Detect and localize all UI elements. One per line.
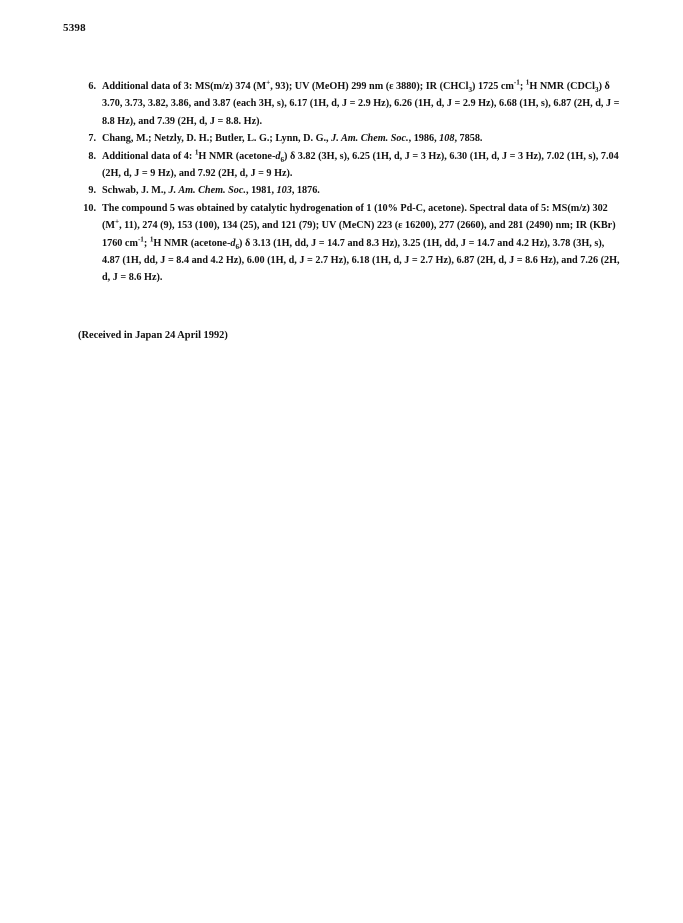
reference-7 [78,130,623,147]
reference-number: 7. [88,133,96,145]
reference-text: Schwab, J. M., J. Am. Chem. Soc., 1981, 103, 1876. [102,185,320,197]
reference-8 [78,148,623,183]
reference-6 [78,78,623,130]
reference-text: Chang, M.; Netzly, D. H.; Butler, L. G.; Lynn, D. G., J. Am. Chem. Soc., 1986, 108, 7858. [102,133,483,145]
reference-list [78,78,623,287]
reference-text: Additional data of 3: MS(m/z) 374 (M+, 93); UV (MeOH) 299 nm (ε 3880); IR (CHCl$_3$) 1725 $cm^{-1}$; $^1$H NMR (CDCl$_3$) δ 3.70, 3.73, 3.82, 3.86, and 3.87 (each 3H, s), 6.17 (1H, d, J = 2.9 Hz), 6.26 (1H, d, J = 2.9 Hz), 6.68 (1H, s), 6.87 (2H, d, J = 8.8 Hz), and 7.39 (2H, d, J = 8.8. Hz). [102,78,620,127]
page-number: 5398 [63,22,86,34]
reference-text: Additional data of 4: $^1$H NMR $(acetone-d_6)$ δ 3.82 (3H, s), 6.25 (1H, d, J = 3 Hz), 6.30 (1H, d, J = 3 Hz), 7.02 (1H, s), 7.04 (2H, d, J = 9 Hz), and 7.92 (2H, d, J = 9 Hz). [102,148,619,180]
reference-10 [78,200,623,287]
reference-number: 6. [88,81,96,92]
reference-number: 9. [88,185,96,197]
received-date: (Received in Japan 24 April 1992) [78,330,228,341]
reference-number: 8. [88,150,96,162]
reference-number: 10. [83,202,96,214]
reference-text: The compound 5 was obtained by catalytic hydrogenation of 1 (10% Pd-C, acetone). Spectral data of 5: MS(m/z) 302 (M+, 11), 274 (9), 153 (100), 134 (25), and 121 (79); UV (MeCN) 223 (ε 16200), 277 (2660), and 281 (2490) nm; IR (KBr) 1760 $cm^{-1}$; $^1$H NMR $(acetone-d_6)$ δ 3.13 (1H, dd, J = 14.7 and 8.3 Hz), 3.25 (1H, dd, J = 14.7 and 4.2 Hz), 3.78 (3H, s), 4.87 (1H, dd, J = 8.4 and 4.2 Hz), 6.00 (1H, d, J = 2.7 Hz), 6.18 (1H, d, J = 2.7 Hz), 6.87 (2H, d, J = 8.6 Hz), and 7.26 (2H, d, J = 8.6 Hz). [102,202,620,284]
reference-9 [78,182,623,199]
